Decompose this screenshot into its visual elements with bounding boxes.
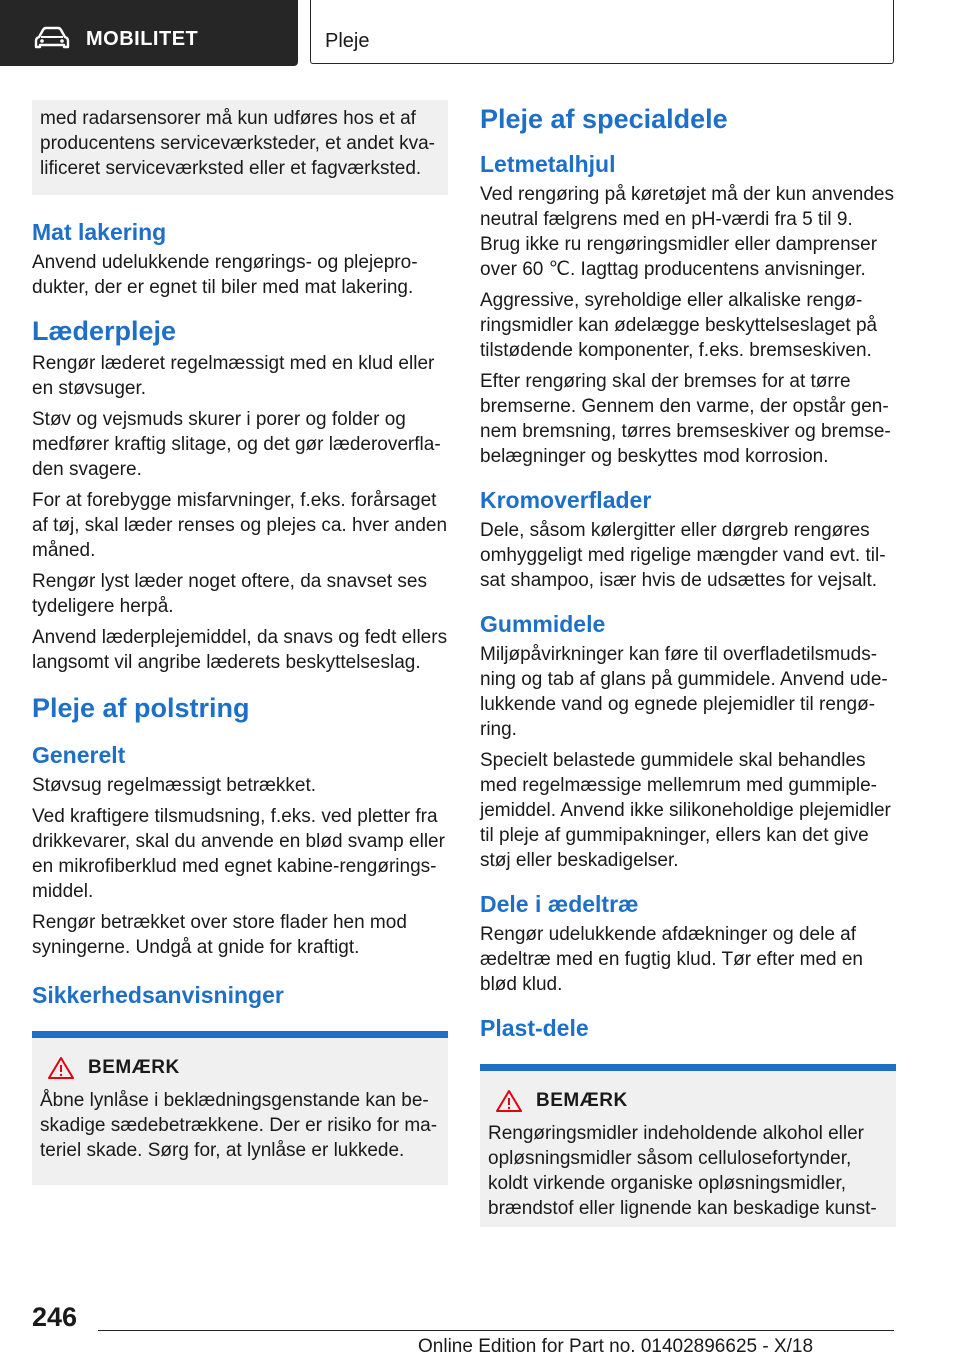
edition-text: Online Edition for Part no. 01402896625 - X/18 — [418, 1336, 814, 1357]
alloy-text-3: Efter rengøring skal der bremses for at tørre bremserne. Gennem den varme, der opstår gen-nem bremsning, tørres bremseskiver og bremse-belægninger og beskyttes mod korrosion. — [480, 371, 891, 467]
page-number: 246 — [32, 1302, 78, 1332]
chapter-tab[interactable] — [0, 0, 298, 66]
footer-divider — [98, 1330, 894, 1331]
section-label: Pleje — [325, 30, 370, 52]
warning-triangle-icon — [496, 1089, 522, 1113]
warning-title: BEMÆRK — [88, 1057, 180, 1078]
chrome-text: Dele, såsom kølergitter eller dørgreb rengøres omhyggeligt med rigelige mængder vand evt. til-sat shampoo, især hvis de udsættes for vejsalt. — [480, 520, 886, 591]
general-heading: Generelt — [32, 742, 126, 768]
upholstery-heading: Pleje af polstring — [32, 693, 250, 723]
alloy-text-2: Aggressive, syreholdige eller alkaliske rengø-ringsmidler kan ødelægge beskyttelseslaget på tilstødende komponenter, f.eks. bremseskiven. — [480, 290, 878, 361]
warning-header — [488, 1089, 888, 1113]
left-column — [32, 96, 448, 1185]
warning-triangle-icon — [48, 1056, 74, 1080]
section-tab[interactable] — [310, 0, 894, 64]
plastic-heading: Plast-dele — [480, 1015, 589, 1041]
chrome-heading: Kromoverflader — [480, 487, 652, 513]
warning-text: Rengøringsmidler indeholdende alkohol eller opløsningsmidler såsom cellulosefortynder, koldt virkende organiske opløsningsmidler, brændstof eller lignende kan beskadige kunst- — [488, 1123, 877, 1219]
warning-title: BEMÆRK — [536, 1090, 628, 1111]
leather-text-2: Støv og vejsmuds skurer i porer og folder og medfører kraftig slitage, og det gør læderoverfla-den svagere. — [32, 409, 441, 480]
leather-care-heading: Læderpleje — [32, 316, 177, 346]
mat-paint-text: Anvend udelukkende rengørings- og plejepro-dukter, der er egnet til biler med mat lakering. — [32, 252, 418, 298]
alloy-wheels-heading: Letmetalhjul — [480, 151, 616, 177]
chapter-label: MOBILITET — [86, 28, 199, 50]
leather-text-3: For at forebygge misfarvninger, f.eks. forårsaget af tøj, skal læder renses og plejes ca. hver anden måned. — [32, 490, 448, 561]
leather-text-4: Rengør lyst læder noget oftere, da snavset ses tydeligere herpå. — [32, 571, 427, 617]
special-parts-heading: Pleje af specialdele — [480, 104, 728, 134]
car-icon — [34, 26, 70, 50]
leather-text-5: Anvend læderplejemiddel, da snavs og fedt ellers langsomt vil angribe læderets beskyttelseslag. — [32, 627, 448, 673]
warning-text: Åbne lynlåse i beklædningsgenstande kan be-skadige sædebetrækkene. Der er risiko for ma-teriel skade. Sørg for, at lynlåse er lukkede. — [40, 1090, 438, 1161]
mat-paint-heading: Mat lakering — [32, 219, 167, 245]
right-column — [480, 96, 896, 1227]
rubber-text-2: Specielt belastede gummidele skal behandles med regelmæssige mellemrum med gummiple-jemiddel. Anvend ikke silikoneholdige plejemidler til pleje af gummipakninger, ellers kan det give støj eller beskadigelser. — [480, 750, 891, 871]
general-text-2: Ved kraftigere tilsmudsning, f.eks. ved pletter fra drikkevarer, skal du anvende en blød svamp eller en mikrofiberklud med egnet kabine-rengørings-middel. — [32, 806, 445, 902]
continued-note-text: med radarsensorer må kun udføres hos et af producentens serviceværksteder, et andet kva-lificeret serviceværksted eller et fagværksted. — [40, 108, 435, 179]
rubber-text-1: Miljøpåvirkninger kan føre til overfladetilsmuds-ning og tab af glans på gummidele. Anvend ude-lukkende vand og egnede plejemidler til rengø-ring. — [480, 644, 888, 740]
general-text-3: Rengør betrækket over store flader hen mod syningerne. Undgå at gnide for kraftigt. — [32, 912, 407, 958]
continued-note — [32, 100, 448, 195]
page-header — [0, 0, 960, 66]
wood-text: Rengør udelukkende afdækninger og dele af ædeltræ med en fugtig klud. Tør efter med en blød klud. — [480, 924, 863, 995]
warning-box-zippers — [32, 1031, 448, 1185]
warning-header — [40, 1056, 440, 1080]
rubber-heading: Gummidele — [480, 611, 606, 637]
wood-heading: Dele i ædeltræ — [480, 891, 639, 917]
warning-box-plastic — [480, 1064, 896, 1227]
leather-text-1: Rengør læderet regelmæssigt med en klud eller en støvsuger. — [32, 353, 435, 399]
general-text-1: Støvsug regelmæssigt betrækket. — [32, 775, 317, 796]
safety-heading: Sikkerhedsanvisninger — [32, 982, 284, 1008]
alloy-text-1: Ved rengøring på køretøjet må der kun anvendes neutral fælgrens med en pH-værdi fra 5 til 9. Brug ikke ru rengøringsmidler eller damprenser over 60 ℃. Iagttag producentens anvisninger. — [480, 184, 895, 280]
